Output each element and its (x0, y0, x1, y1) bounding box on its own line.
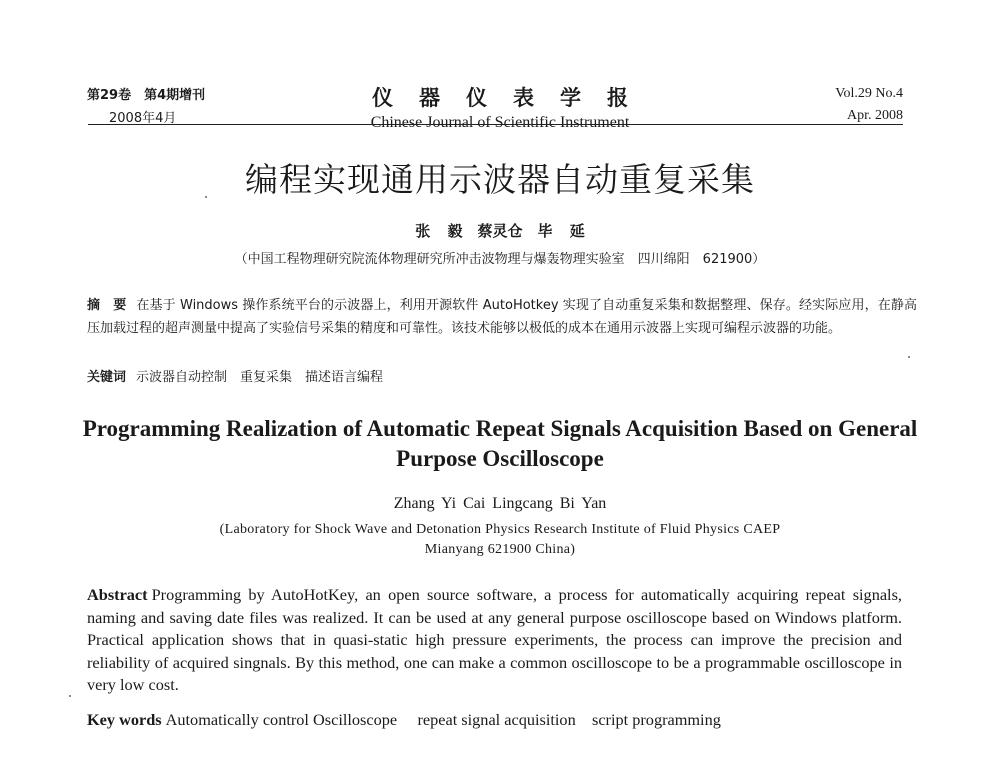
date-en: Apr. 2008 (847, 108, 903, 123)
affiliation-en-line1: (Laboratory for Shock Wave and Detonation Physics Research Institute of Fluid Physics CAEP (219, 522, 781, 537)
journal-title-cn: 仪器仪表学报 (372, 86, 654, 110)
paper-title-en: Programming Realization of Automatic Repeat Signals Acquisition Based on General Purpose Oscilloscope (82, 416, 918, 471)
journal-title-en: Chinese Journal of Scientific Instrument (370, 114, 630, 131)
affiliation-en (0, 520, 1000, 560)
header-volume-en (835, 86, 903, 124)
keywords-cn (87, 366, 383, 385)
keywords-label-en: Key words (87, 710, 162, 729)
abstract-label-cn: 摘 要 (87, 298, 127, 313)
abstract-text-en: Programming by AutoHotKey, an open source software, a process for automatically acquiring repeat signals, naming and saving date files was realized. It can be used at any general purpose oscilloscope based on Windows platform. Practical application shows that in quasi-static high pressure experiments, the process can improve the precision and reliability of acquired singnals. By this method, one can make a common oscilloscope to be a programmable oscilloscope in very low cost. (87, 585, 902, 695)
abstract-cn (87, 294, 917, 340)
scan-speck (205, 196, 207, 198)
scan-speck (69, 695, 71, 697)
header-divider (88, 124, 903, 125)
abstract-text-cn: 在基于 Windows 操作系统平台的示波器上，利用开源软件 AutoHotkey 实现了自动重复采集和数据整理、保存。经实际应用，在静高压加载过程的超声测量中提高了实验信号采集的精度和可靠性。该技术能够以极低的成本在通用示波器上实现可编程示波器的功能。 (87, 298, 917, 336)
abstract-label-en: Abstract (87, 585, 148, 604)
keywords-label-cn: 关键词 (87, 370, 127, 385)
paper-title-cn: 编程实现通用示波器自动重复采集 (245, 160, 755, 199)
volume-en: Vol.29 No.4 (835, 86, 903, 101)
scan-speck (908, 356, 910, 358)
affiliation-en-line2: Mianyang 621900 China) (424, 542, 576, 557)
authors-en: Zhang Yi Cai Lingcang Bi Yan (393, 495, 607, 512)
affiliation-cn: （中国工程物理研究院流体物理研究所冲击波物理与爆轰物理实验室 四川绵阳 621900） (234, 252, 766, 267)
authors-cn: 张 毅 蔡灵仓 毕 延 (415, 222, 585, 240)
date-cn: 2008年4月 (109, 111, 177, 126)
keywords-text-cn: 示波器自动控制 重复采集 描述语言编程 (136, 370, 384, 385)
keywords-text-en: Automatically control Oscilloscope repeat signal acquisition script programming (165, 710, 721, 729)
volume-cn: 第29卷 第4期增刊 (87, 88, 206, 103)
keywords-en (87, 710, 721, 730)
abstract-en (87, 584, 902, 697)
